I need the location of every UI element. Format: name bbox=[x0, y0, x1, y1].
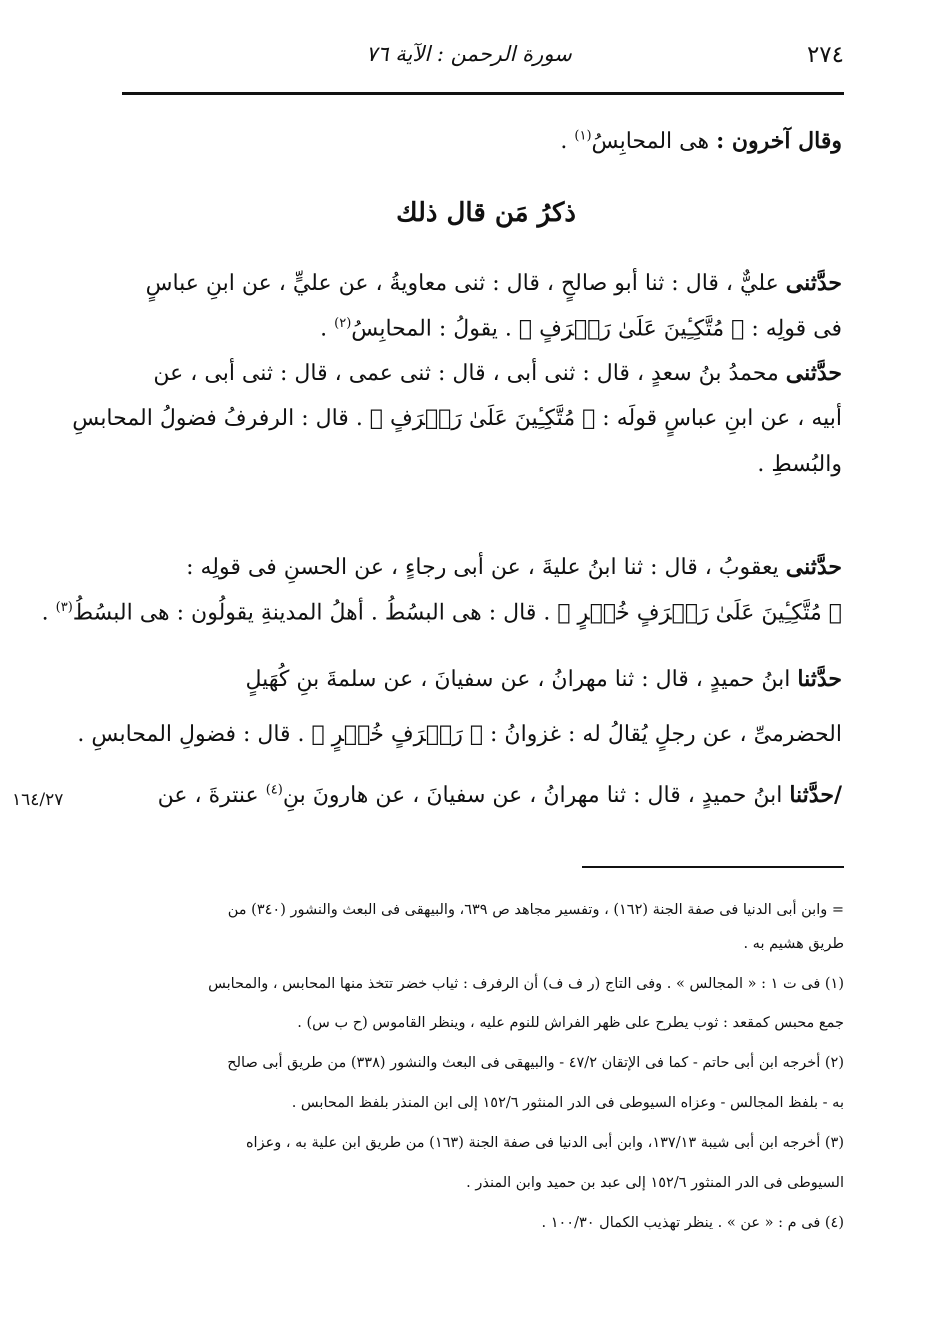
page-number: ٢٧٤ bbox=[806, 42, 844, 68]
footnote-ref: (٣) bbox=[55, 600, 73, 615]
footnote-line: (١) فى ت ١ : « المجالس » . وفى التاج (ر ف ف) أن الرفرف : ثياب خضر تتخذ منها المحابس ، والمحابس bbox=[208, 976, 844, 992]
paragraph-text: أبيه ، عن ابنِ عباسٍ قولَه : ﴿ مُتَّكِـِٔينَ عَلَىٰ رَفۡرَفٍ ﴾ . قال : الرفرفُ فضولُ المحابسِ bbox=[72, 406, 842, 431]
paragraph-end: . bbox=[41, 600, 49, 626]
page-header bbox=[122, 38, 844, 88]
paragraph-text: عنترةَ ، عن bbox=[157, 783, 259, 808]
paragraph-2-line-1 bbox=[130, 360, 842, 386]
margin-reference: ١٦٤/٢٧ bbox=[12, 790, 64, 810]
paragraph-lead: حدَّثنى bbox=[785, 270, 842, 296]
paragraph-text: الحضرمىِّ ، عن رجلٍ يُقالُ له : غزوانُ : ﴿ رَفۡرَفٍ خُضۡرٍ ﴾ . قال : فضولِ المحابسِ . bbox=[77, 722, 842, 747]
paragraph-text: محمدُ بنُ سعدٍ ، قال : ثنى أبى ، قال : ثنى عمى ، قال : ثنى أبى ، عن bbox=[153, 361, 779, 386]
intro-line bbox=[130, 128, 842, 154]
paragraph-lead: /حدَّثنا bbox=[789, 782, 842, 808]
paragraph-end: . bbox=[320, 316, 328, 342]
paragraph-text: ابنُ حميدٍ ، قال : ثنا مهرانُ ، عن سفيانَ ، عن هارونَ بنِ bbox=[282, 783, 783, 808]
paragraph-text: ﴿ مُتَّكِـِٔينَ عَلَىٰ رَفۡرَفٍ خُضۡرٍ ﴾ . قال : هى البسُطُ . أهلُ المدينةِ يقولُون : هى البسُطُ bbox=[72, 600, 842, 626]
paragraph-1-line-2 bbox=[130, 316, 842, 341]
paragraph-4-line-2 bbox=[77, 722, 842, 747]
footnote-line: به - بلفظ المجالس - وعزاه السيوطى فى الدر المنثور ١٥٢/٦ إلى ابن المنذر بلفظ المحابس . bbox=[291, 1095, 844, 1111]
footnote-ref: (١) bbox=[574, 128, 592, 144]
footnote-line: (٣) أخرجه ابن أبى شيبة ١٣٧/١٣، وابن أبى الدنيا فى صفة الجنة (١٦٣) من طريق ابن علية به ، وعزاه bbox=[245, 1135, 844, 1151]
footnote-line: طريق هشيم به . bbox=[743, 936, 844, 952]
paragraph-2-line-3 bbox=[130, 452, 842, 477]
paragraph-4-line-1 bbox=[130, 666, 842, 692]
running-title: سورة الرحمن : الآية ٧٦ bbox=[366, 42, 572, 66]
footnote-line: = وابن أبى الدنيا فى صفة الجنة (١٦٢) ، وتفسير مجاهد ص ٦٣٩، والبيهقى فى البعث والنشور (٣٤٠) من bbox=[227, 902, 844, 918]
paragraph-3-line-1 bbox=[130, 554, 842, 580]
header-rule bbox=[122, 92, 844, 95]
intro-lead: وقال آخرون : bbox=[716, 128, 842, 154]
paragraph-lead: حدَّثنى bbox=[785, 554, 842, 580]
paragraph-text: يعقوبُ ، قال : ثنا ابنُ عليةَ ، عن أبى رجاءٍ ، عن الحسنِ فى قولِه : bbox=[186, 555, 779, 580]
paragraph-5-line-1 bbox=[130, 782, 842, 808]
footnote-line: (٤) فى م : « عن » . ينظر تهذيب الكمال ١٠٠/٣٠ . bbox=[541, 1215, 844, 1231]
intro-end: . bbox=[560, 129, 568, 154]
footnote-line: جمع محبس كمقعد : ثوب يطرح على ظهر الفراش للنوم عليه ، وينظر القاموس (ح ب س) . bbox=[297, 1015, 844, 1031]
footnote-line: (٢) أخرجه ابن أبى حاتم - كما فى الإتقان ٤٧/٢ - والبيهقى فى البعث والنشور (٣٣٨) من طريق أبى صالح bbox=[227, 1055, 844, 1071]
paragraph-text: عليٌّ ، قال : ثنا أبو صالحٍ ، قال : ثنى معاويةُ ، عن عليٍّ ، عن ابنِ عباسٍ bbox=[145, 271, 779, 296]
footnote-ref: (٤) bbox=[265, 782, 283, 798]
paragraph-text: والبُسطِ . bbox=[757, 452, 842, 477]
footnote-line: السيوطى فى الدر المنثور ١٥٢/٦ إلى عبد بن حميد وابن المنذر . bbox=[466, 1175, 844, 1191]
paragraph-text: فى قولِه : ﴿ مُتَّكِـِٔينَ عَلَىٰ رَفۡرَفٍ ﴾ . يقولُ : المحابِسُ bbox=[351, 316, 842, 342]
paragraph-lead: حدَّثنا bbox=[797, 666, 842, 692]
paragraph-1-line-1 bbox=[130, 270, 842, 296]
footnote-rule bbox=[582, 866, 844, 868]
paragraph-3-line-2 bbox=[41, 600, 842, 626]
paragraph-2-line-2 bbox=[72, 406, 842, 431]
paragraph-text: ابنُ حميدٍ ، قال : ثنا مهرانُ ، عن سفيانَ ، عن سلمةَ بنِ كُهَيلٍ bbox=[245, 667, 791, 692]
footnote-ref: (٢) bbox=[334, 316, 352, 331]
section-heading: ذكرُ مَن قال ذلك bbox=[396, 198, 576, 228]
paragraph-lead: حدَّثنى bbox=[785, 360, 842, 386]
intro-text: هى المحابِسُ bbox=[591, 129, 710, 154]
